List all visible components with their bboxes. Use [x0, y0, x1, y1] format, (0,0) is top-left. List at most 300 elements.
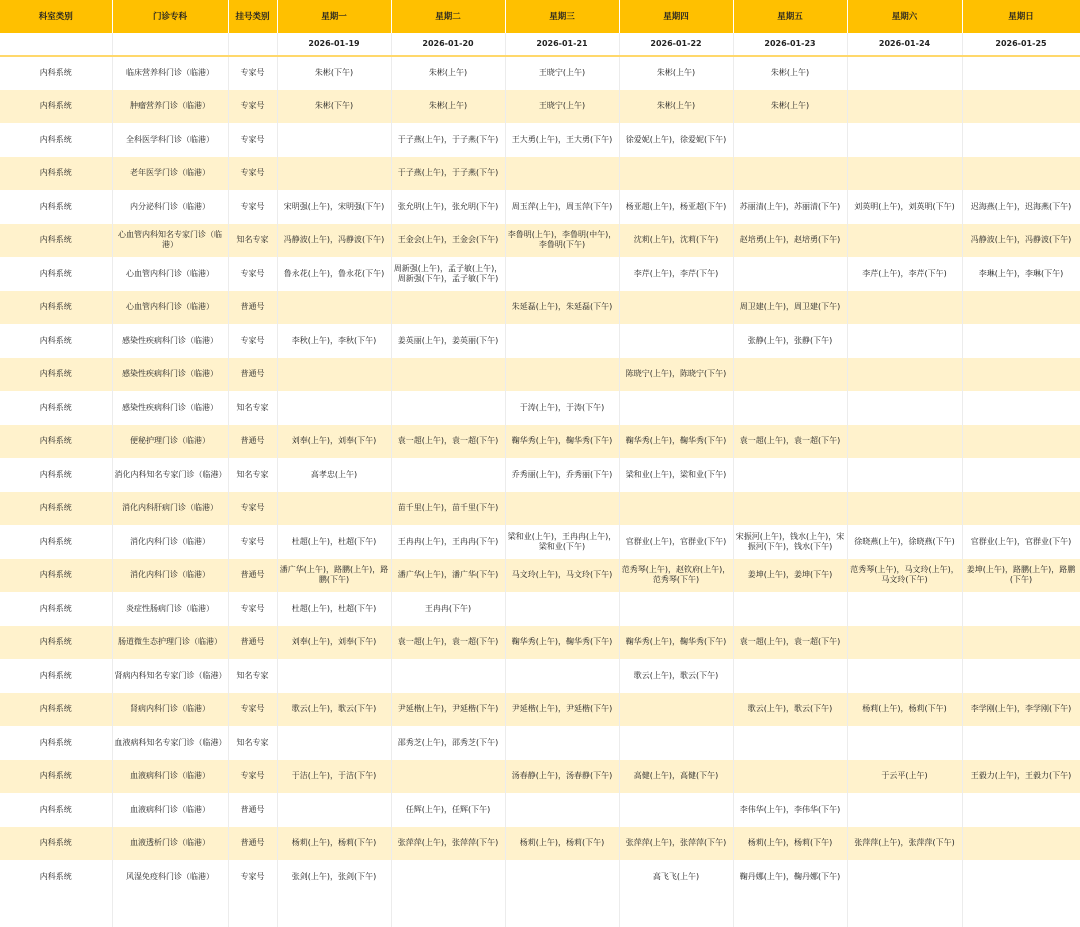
schedule-cell [847, 659, 962, 693]
schedule-cell [277, 358, 391, 392]
schedule-cell [391, 358, 505, 392]
schedule-cell [847, 492, 962, 526]
schedule-cell [962, 592, 1080, 626]
schedule-cell [733, 123, 847, 157]
row-label-cell: 专家号 [228, 760, 277, 794]
row-label-cell: 专家号 [228, 525, 277, 559]
column-header[interactable]: 星期日 [962, 0, 1080, 33]
column-header[interactable]: 科室类别 [0, 0, 112, 33]
date-cell: 2026-01-24 [847, 33, 962, 56]
empty-cell [391, 894, 505, 927]
schedule-cell[interactable]: 姜英丽(上午)，姜英丽(下午) [391, 324, 505, 358]
row-label-cell: 心血管内科知名专家门诊（临港） [112, 224, 228, 258]
schedule-cell[interactable]: 杜超(上午)，杜超(下午) [277, 525, 391, 559]
table-row [0, 358, 1080, 392]
empty-cell [847, 894, 962, 927]
schedule-cell[interactable]: 于涛(上午)，于涛(下午) [505, 391, 619, 425]
schedule-cell[interactable]: 尹延楷(上午)，尹延楷(下午) [505, 693, 619, 727]
date-cell: 2026-01-19 [277, 33, 391, 56]
empty-cell [505, 894, 619, 927]
table-row [0, 592, 1080, 626]
schedule-cell [847, 626, 962, 660]
row-label-cell: 肿瘤营养门诊（临港） [112, 90, 228, 124]
row-label-cell: 内科系统 [0, 659, 112, 693]
schedule-cell[interactable]: 范秀琴(上午)，赵钦府(上午)，范秀琴(下午) [619, 559, 733, 593]
row-label-cell: 风湿免疫科门诊（临港） [112, 860, 228, 894]
schedule-cell[interactable]: 李芹(上午)，李芹(下午) [847, 257, 962, 291]
schedule-cell [505, 592, 619, 626]
schedule-cell[interactable]: 王大勇(上午)，王大勇(下午) [505, 123, 619, 157]
schedule-cell[interactable]: 沈莉(上午)，沈莉(下午) [619, 224, 733, 258]
empty-cell [277, 894, 391, 927]
table-row [0, 860, 1080, 894]
column-header[interactable]: 星期四 [619, 0, 733, 33]
schedule-cell[interactable]: 杨莉(上午)，杨莉(下午) [847, 693, 962, 727]
empty-row [0, 894, 1080, 927]
empty-cell [733, 894, 847, 927]
schedule-cell [505, 257, 619, 291]
schedule-cell [962, 391, 1080, 425]
row-label-cell: 消化内科肝病门诊（临港） [112, 492, 228, 526]
row-label-cell: 专家号 [228, 860, 277, 894]
table-row [0, 190, 1080, 224]
schedule-cell [619, 726, 733, 760]
row-label-cell: 专家号 [228, 190, 277, 224]
table-row [0, 224, 1080, 258]
date-cell: 2026-01-20 [391, 33, 505, 56]
schedule-cell[interactable]: 歌云(上午)，歌云(下午) [733, 693, 847, 727]
schedule-cell[interactable]: 李秋(上午)，李秋(下午) [277, 324, 391, 358]
schedule-cell [847, 793, 962, 827]
date-cell [112, 33, 228, 56]
row-label-cell: 内科系统 [0, 358, 112, 392]
schedule-cell[interactable]: 王毅力(上午)，王毅力(下午) [962, 760, 1080, 794]
schedule-cell [733, 391, 847, 425]
schedule-cell[interactable]: 鞠华秀(上午)，鞠华秀(下午) [505, 626, 619, 660]
schedule-cell [391, 659, 505, 693]
schedule-cell[interactable]: 朱彬(下午) [277, 90, 391, 124]
schedule-cell [619, 291, 733, 325]
row-label-cell: 内科系统 [0, 425, 112, 459]
schedule-cell[interactable]: 王金会(上午)，王金会(下午) [391, 224, 505, 258]
schedule-cell [962, 324, 1080, 358]
schedule-cell[interactable]: 高孝忠(上午) [277, 458, 391, 492]
table-row [0, 559, 1080, 593]
schedule-cell [962, 123, 1080, 157]
row-label-cell: 心血管内科门诊（临港） [112, 291, 228, 325]
schedule-cell[interactable]: 邵秀芝(上午)，邵秀芝(下午) [391, 726, 505, 760]
schedule-cell [847, 324, 962, 358]
empty-cell [112, 894, 228, 927]
row-label-cell: 内科系统 [0, 324, 112, 358]
row-label-cell: 感染性疾病科门诊（临港） [112, 391, 228, 425]
column-header[interactable]: 星期一 [277, 0, 391, 33]
column-header[interactable]: 门诊专科 [112, 0, 228, 33]
schedule-cell [733, 492, 847, 526]
table-row [0, 760, 1080, 794]
row-label-cell: 知名专家 [228, 726, 277, 760]
schedule-cell[interactable]: 鞠华秀(上午)，鞠华秀(下午) [619, 425, 733, 459]
schedule-cell[interactable]: 梁和业(上午)，王冉冉(上午)，梁和业(下午) [505, 525, 619, 559]
row-label-cell: 普通号 [228, 793, 277, 827]
row-label-cell: 血液病科门诊（临港） [112, 793, 228, 827]
schedule-cell [962, 90, 1080, 124]
date-row [0, 33, 1080, 56]
schedule-cell [619, 324, 733, 358]
schedule-cell[interactable]: 冯静波(上午)，冯静波(下午) [277, 224, 391, 258]
schedule-cell [733, 760, 847, 794]
column-header[interactable]: 星期三 [505, 0, 619, 33]
schedule-cell[interactable]: 姜坤(上午)，姜坤(下午) [733, 559, 847, 593]
schedule-cell[interactable]: 鞠丹娜(上午)，鞠丹娜(下午) [733, 860, 847, 894]
row-label-cell: 内科系统 [0, 157, 112, 191]
row-label-cell: 感染性疾病科门诊（临港） [112, 358, 228, 392]
schedule-cell [391, 391, 505, 425]
row-label-cell: 内科系统 [0, 860, 112, 894]
schedule-cell [391, 860, 505, 894]
table-row [0, 827, 1080, 861]
schedule-cell [962, 626, 1080, 660]
schedule-cell [962, 492, 1080, 526]
row-label-cell: 专家号 [228, 123, 277, 157]
table-row [0, 659, 1080, 693]
schedule-cell [505, 324, 619, 358]
row-label-cell: 专家号 [228, 157, 277, 191]
schedule-cell [391, 760, 505, 794]
schedule-cell [847, 726, 962, 760]
schedule-cell[interactable]: 刘英明(上午)，刘英明(下午) [847, 190, 962, 224]
row-label-cell: 血液病科知名专家门诊（临港） [112, 726, 228, 760]
table-row [0, 693, 1080, 727]
schedule-cell [505, 358, 619, 392]
schedule-cell[interactable]: 迟海燕(上午)，迟海燕(下午) [962, 190, 1080, 224]
schedule-cell[interactable]: 歌云(上午)，歌云(下午) [277, 693, 391, 727]
schedule-cell[interactable]: 王冉冉(下午) [391, 592, 505, 626]
schedule-cell [277, 793, 391, 827]
schedule-cell[interactable]: 乔秀丽(上午)，乔秀丽(下午) [505, 458, 619, 492]
schedule-cell[interactable]: 于洁(上午)，于洁(下午) [277, 760, 391, 794]
schedule-cell [847, 90, 962, 124]
schedule-cell [847, 123, 962, 157]
row-label-cell: 内科系统 [0, 726, 112, 760]
schedule-cell [505, 793, 619, 827]
schedule-cell[interactable]: 王冉冉(上午)，王冉冉(下午) [391, 525, 505, 559]
table-row [0, 391, 1080, 425]
schedule-cell [847, 224, 962, 258]
header-row [0, 0, 1080, 33]
date-cell: 2026-01-23 [733, 33, 847, 56]
schedule-cell [962, 425, 1080, 459]
schedule-cell [847, 860, 962, 894]
schedule-cell[interactable]: 于子燕(上午)，于子燕(下午) [391, 157, 505, 191]
schedule-cell[interactable]: 李琳(上午)，李琳(下午) [962, 257, 1080, 291]
schedule-cell [847, 157, 962, 191]
schedule-cell[interactable]: 高健(上午)，高健(下午) [619, 760, 733, 794]
schedule-cell[interactable]: 于子燕(上午)，于子燕(下午) [391, 123, 505, 157]
schedule-cell [619, 391, 733, 425]
schedule-cell [962, 659, 1080, 693]
schedule-cell[interactable]: 周新强(上午)，孟子敏(上午)，周新强(下午)，孟子敏(下午) [391, 257, 505, 291]
schedule-cell[interactable]: 周玉萍(上午)，周玉萍(下午) [505, 190, 619, 224]
schedule-cell[interactable]: 周卫建(上午)，周卫建(下午) [733, 291, 847, 325]
table-row [0, 56, 1080, 90]
schedule-cell [277, 492, 391, 526]
schedule-cell[interactable]: 袁一超(上午)，袁一超(下午) [391, 626, 505, 660]
schedule-cell [962, 358, 1080, 392]
schedule-cell [962, 726, 1080, 760]
column-header[interactable]: 星期五 [733, 0, 847, 33]
schedule-cell[interactable]: 朱彬(上午) [391, 56, 505, 90]
schedule-cell[interactable]: 官群业(上午)，官群业(下午) [962, 525, 1080, 559]
schedule-cell[interactable]: 朱彬(上午) [391, 90, 505, 124]
schedule-cell[interactable]: 朱延磊(上午)，朱延磊(下午) [505, 291, 619, 325]
column-header[interactable]: 星期六 [847, 0, 962, 33]
schedule-cell[interactable]: 宋振河(上午)，钱水(上午)，宋振河(下午)，钱水(下午) [733, 525, 847, 559]
schedule-cell[interactable]: 王晓宁(上午) [505, 90, 619, 124]
schedule-cell[interactable]: 鲁永花(上午)，鲁永花(下午) [277, 257, 391, 291]
schedule-cell[interactable]: 张允明(上午)，张允明(下午) [391, 190, 505, 224]
date-cell [0, 33, 112, 56]
schedule-cell [277, 123, 391, 157]
column-header[interactable]: 挂号类别 [228, 0, 277, 33]
empty-cell [619, 894, 733, 927]
schedule-cell [277, 291, 391, 325]
schedule-cell[interactable]: 任辉(上午)，任辉(下午) [391, 793, 505, 827]
schedule-cell[interactable]: 高飞飞(上午) [619, 860, 733, 894]
row-label-cell: 知名专家 [228, 224, 277, 258]
schedule-cell [619, 492, 733, 526]
table-row [0, 324, 1080, 358]
schedule-cell [733, 592, 847, 626]
schedule-cell[interactable]: 李鲁明(上午)，李鲁明(中午)，李鲁明(下午) [505, 224, 619, 258]
schedule-cell [847, 291, 962, 325]
row-label-cell: 专家号 [228, 592, 277, 626]
row-label-cell: 内科系统 [0, 123, 112, 157]
schedule-cell[interactable]: 杨莉(上午)，杨莉(下午) [277, 827, 391, 861]
schedule-cell[interactable]: 张萍萍(上午)，张萍萍(下午) [847, 827, 962, 861]
row-label-cell: 临床营养科门诊（临港） [112, 56, 228, 90]
schedule-cell[interactable]: 苏丽清(上午)，苏丽清(下午) [733, 190, 847, 224]
row-label-cell: 感染性疾病科门诊（临港） [112, 324, 228, 358]
row-label-cell: 全科医学科门诊（临港） [112, 123, 228, 157]
row-label-cell: 普通号 [228, 291, 277, 325]
row-label-cell: 肾病内科知名专家门诊（临港） [112, 659, 228, 693]
schedule-cell[interactable]: 张萍萍(上午)，张萍萍(下午) [391, 827, 505, 861]
table-row [0, 793, 1080, 827]
schedule-cell[interactable]: 朱彬(下午) [277, 56, 391, 90]
row-label-cell: 内科系统 [0, 525, 112, 559]
row-label-cell: 普通号 [228, 358, 277, 392]
schedule-cell [962, 458, 1080, 492]
row-label-cell: 消化内科知名专家门诊（临港） [112, 458, 228, 492]
schedule-cell [391, 458, 505, 492]
schedule-cell[interactable]: 张剑(上午)，张剑(下午) [277, 860, 391, 894]
schedule-cell [733, 257, 847, 291]
table-row [0, 123, 1080, 157]
schedule-cell[interactable]: 歌云(上午)，歌云(下午) [619, 659, 733, 693]
schedule-cell[interactable]: 官群业(上午)，官群业(下午) [619, 525, 733, 559]
row-label-cell: 血液病科门诊（临港） [112, 760, 228, 794]
schedule-cell [619, 693, 733, 727]
schedule-cell [505, 492, 619, 526]
row-label-cell: 内科系统 [0, 693, 112, 727]
row-label-cell: 普通号 [228, 559, 277, 593]
date-cell: 2026-01-22 [619, 33, 733, 56]
schedule-cell[interactable]: 袁一超(上午)，袁一超(下午) [733, 626, 847, 660]
table-row [0, 458, 1080, 492]
row-label-cell: 内科系统 [0, 257, 112, 291]
table-row [0, 525, 1080, 559]
row-label-cell: 普通号 [228, 425, 277, 459]
empty-cell [228, 894, 277, 927]
date-cell [228, 33, 277, 56]
schedule-cell[interactable]: 鞠华秀(上午)，鞠华秀(下午) [505, 425, 619, 459]
schedule-cell[interactable]: 汤春静(上午)，汤春静(下午) [505, 760, 619, 794]
schedule-cell[interactable]: 杨莉(上午)，杨莉(下午) [505, 827, 619, 861]
row-label-cell: 内科系统 [0, 793, 112, 827]
date-cell: 2026-01-21 [505, 33, 619, 56]
schedule-cell[interactable]: 刘奉(上午)，刘奉(下午) [277, 626, 391, 660]
schedule-cell [277, 659, 391, 693]
schedule-cell[interactable]: 徐爱妮(上午)，徐爱妮(下午) [619, 123, 733, 157]
table-row [0, 492, 1080, 526]
row-label-cell: 炎症性肠病门诊（临港） [112, 592, 228, 626]
table-row [0, 425, 1080, 459]
row-label-cell: 专家号 [228, 324, 277, 358]
schedule-cell[interactable]: 张静(上午)，张静(下午) [733, 324, 847, 358]
schedule-cell [847, 391, 962, 425]
schedule-cell[interactable]: 范秀琴(上午)，马文玲(上午)，马文玲(下午) [847, 559, 962, 593]
row-label-cell: 内科系统 [0, 760, 112, 794]
row-label-cell: 内科系统 [0, 224, 112, 258]
row-label-cell: 普通号 [228, 626, 277, 660]
schedule-cell[interactable]: 潘广华(上午)，路鹏(上午)，路鹏(下午) [277, 559, 391, 593]
row-label-cell: 消化内科门诊（临港） [112, 559, 228, 593]
schedule-cell [733, 659, 847, 693]
row-label-cell: 专家号 [228, 257, 277, 291]
schedule-cell[interactable]: 王晓宁(上午) [505, 56, 619, 90]
schedule-cell[interactable]: 朱彬(上午) [619, 90, 733, 124]
schedule-cell [962, 56, 1080, 90]
schedule-cell [962, 860, 1080, 894]
schedule-cell[interactable]: 徐晓燕(上午)，徐晓燕(下午) [847, 525, 962, 559]
schedule-cell[interactable]: 宋明强(上午)，宋明强(下午) [277, 190, 391, 224]
table-row [0, 157, 1080, 191]
schedule-cell[interactable]: 朱彬(上午) [733, 90, 847, 124]
table-row [0, 90, 1080, 124]
schedule-cell[interactable]: 尹延楷(上午)，尹延楷(下午) [391, 693, 505, 727]
row-label-cell: 内科系统 [0, 391, 112, 425]
schedule-cell [619, 592, 733, 626]
table-row [0, 257, 1080, 291]
schedule-cell [505, 659, 619, 693]
schedule-cell [733, 458, 847, 492]
schedule-cell[interactable]: 李伟华(上午)，李伟华(下午) [733, 793, 847, 827]
schedule-cell[interactable]: 张萍萍(上午)，张萍萍(下午) [619, 827, 733, 861]
row-label-cell: 心血管内科门诊（临港） [112, 257, 228, 291]
row-label-cell: 肾病内科门诊（临港） [112, 693, 228, 727]
row-label-cell: 专家号 [228, 693, 277, 727]
schedule-cell[interactable]: 梁和业(上午)，梁和业(下午) [619, 458, 733, 492]
schedule-cell [619, 157, 733, 191]
schedule-cell[interactable]: 冯静波(上午)，冯静波(下午) [962, 224, 1080, 258]
schedule-cell [505, 726, 619, 760]
row-label-cell: 知名专家 [228, 458, 277, 492]
schedule-cell[interactable]: 潘广华(上午)，潘广华(下午) [391, 559, 505, 593]
schedule-cell [962, 793, 1080, 827]
schedule-cell[interactable]: 陈晓宁(上午)，陈晓宁(下午) [619, 358, 733, 392]
schedule-cell[interactable]: 马文玲(上午)，马文玲(下午) [505, 559, 619, 593]
row-label-cell: 知名专家 [228, 659, 277, 693]
schedule-cell[interactable]: 李学刚(上午)，李学刚(下午) [962, 693, 1080, 727]
row-label-cell: 内科系统 [0, 190, 112, 224]
schedule-cell [847, 358, 962, 392]
schedule-cell [277, 157, 391, 191]
row-label-cell: 专家号 [228, 90, 277, 124]
schedule-cell[interactable]: 杨亚超(上午)，杨亚超(下午) [619, 190, 733, 224]
schedule-cell[interactable]: 朱彬(上午) [619, 56, 733, 90]
schedule-cell[interactable]: 朱彬(上午) [733, 56, 847, 90]
schedule-cell[interactable]: 鞠华秀(上午)，鞠华秀(下午) [619, 626, 733, 660]
schedule-cell[interactable]: 袁一超(上午)，袁一超(下午) [733, 425, 847, 459]
schedule-cell [619, 793, 733, 827]
column-header[interactable]: 星期二 [391, 0, 505, 33]
row-label-cell: 知名专家 [228, 391, 277, 425]
row-label-cell: 内科系统 [0, 56, 112, 90]
schedule-cell [847, 56, 962, 90]
schedule-cell[interactable]: 袁一超(上午)，袁一超(下午) [391, 425, 505, 459]
schedule-cell[interactable]: 杜超(上午)，杜超(下午) [277, 592, 391, 626]
row-label-cell: 普通号 [228, 827, 277, 861]
schedule-cell[interactable]: 苗千里(上午)，苗千里(下午) [391, 492, 505, 526]
row-label-cell: 血液透析门诊（临港） [112, 827, 228, 861]
row-label-cell: 内科系统 [0, 291, 112, 325]
row-label-cell: 消化内科门诊（临港） [112, 525, 228, 559]
table-row [0, 726, 1080, 760]
schedule-cell[interactable]: 杨莉(上午)，杨莉(下午) [733, 827, 847, 861]
row-label-cell: 老年医学门诊（临港） [112, 157, 228, 191]
row-label-cell: 内科系统 [0, 827, 112, 861]
schedule-cell [733, 157, 847, 191]
row-label-cell: 肠道微生态护理门诊（临港） [112, 626, 228, 660]
schedule-cell [847, 458, 962, 492]
row-label-cell: 专家号 [228, 56, 277, 90]
date-cell: 2026-01-25 [962, 33, 1080, 56]
schedule-cell [962, 827, 1080, 861]
schedule-cell [505, 860, 619, 894]
row-label-cell: 内科系统 [0, 90, 112, 124]
schedule-cell [277, 391, 391, 425]
empty-cell [962, 894, 1080, 927]
schedule-cell [733, 726, 847, 760]
schedule-cell[interactable]: 姜坤(上午)，路鹏(上午)，路鹏(下午) [962, 559, 1080, 593]
schedule-cell [962, 157, 1080, 191]
row-label-cell: 内科系统 [0, 626, 112, 660]
schedule-cell [391, 291, 505, 325]
schedule-cell [505, 157, 619, 191]
empty-cell [0, 894, 112, 927]
table-row [0, 291, 1080, 325]
schedule-cell[interactable]: 于云平(上午) [847, 760, 962, 794]
schedule-cell[interactable]: 李芹(上午)，李芹(下午) [619, 257, 733, 291]
schedule-cell [733, 358, 847, 392]
schedule-cell[interactable]: 刘奉(上午)，刘奉(下午) [277, 425, 391, 459]
row-label-cell: 专家号 [228, 492, 277, 526]
row-label-cell: 内科系统 [0, 559, 112, 593]
schedule-cell[interactable]: 赵培勇(上午)，赵培勇(下午) [733, 224, 847, 258]
schedule-cell [962, 291, 1080, 325]
table-row [0, 626, 1080, 660]
